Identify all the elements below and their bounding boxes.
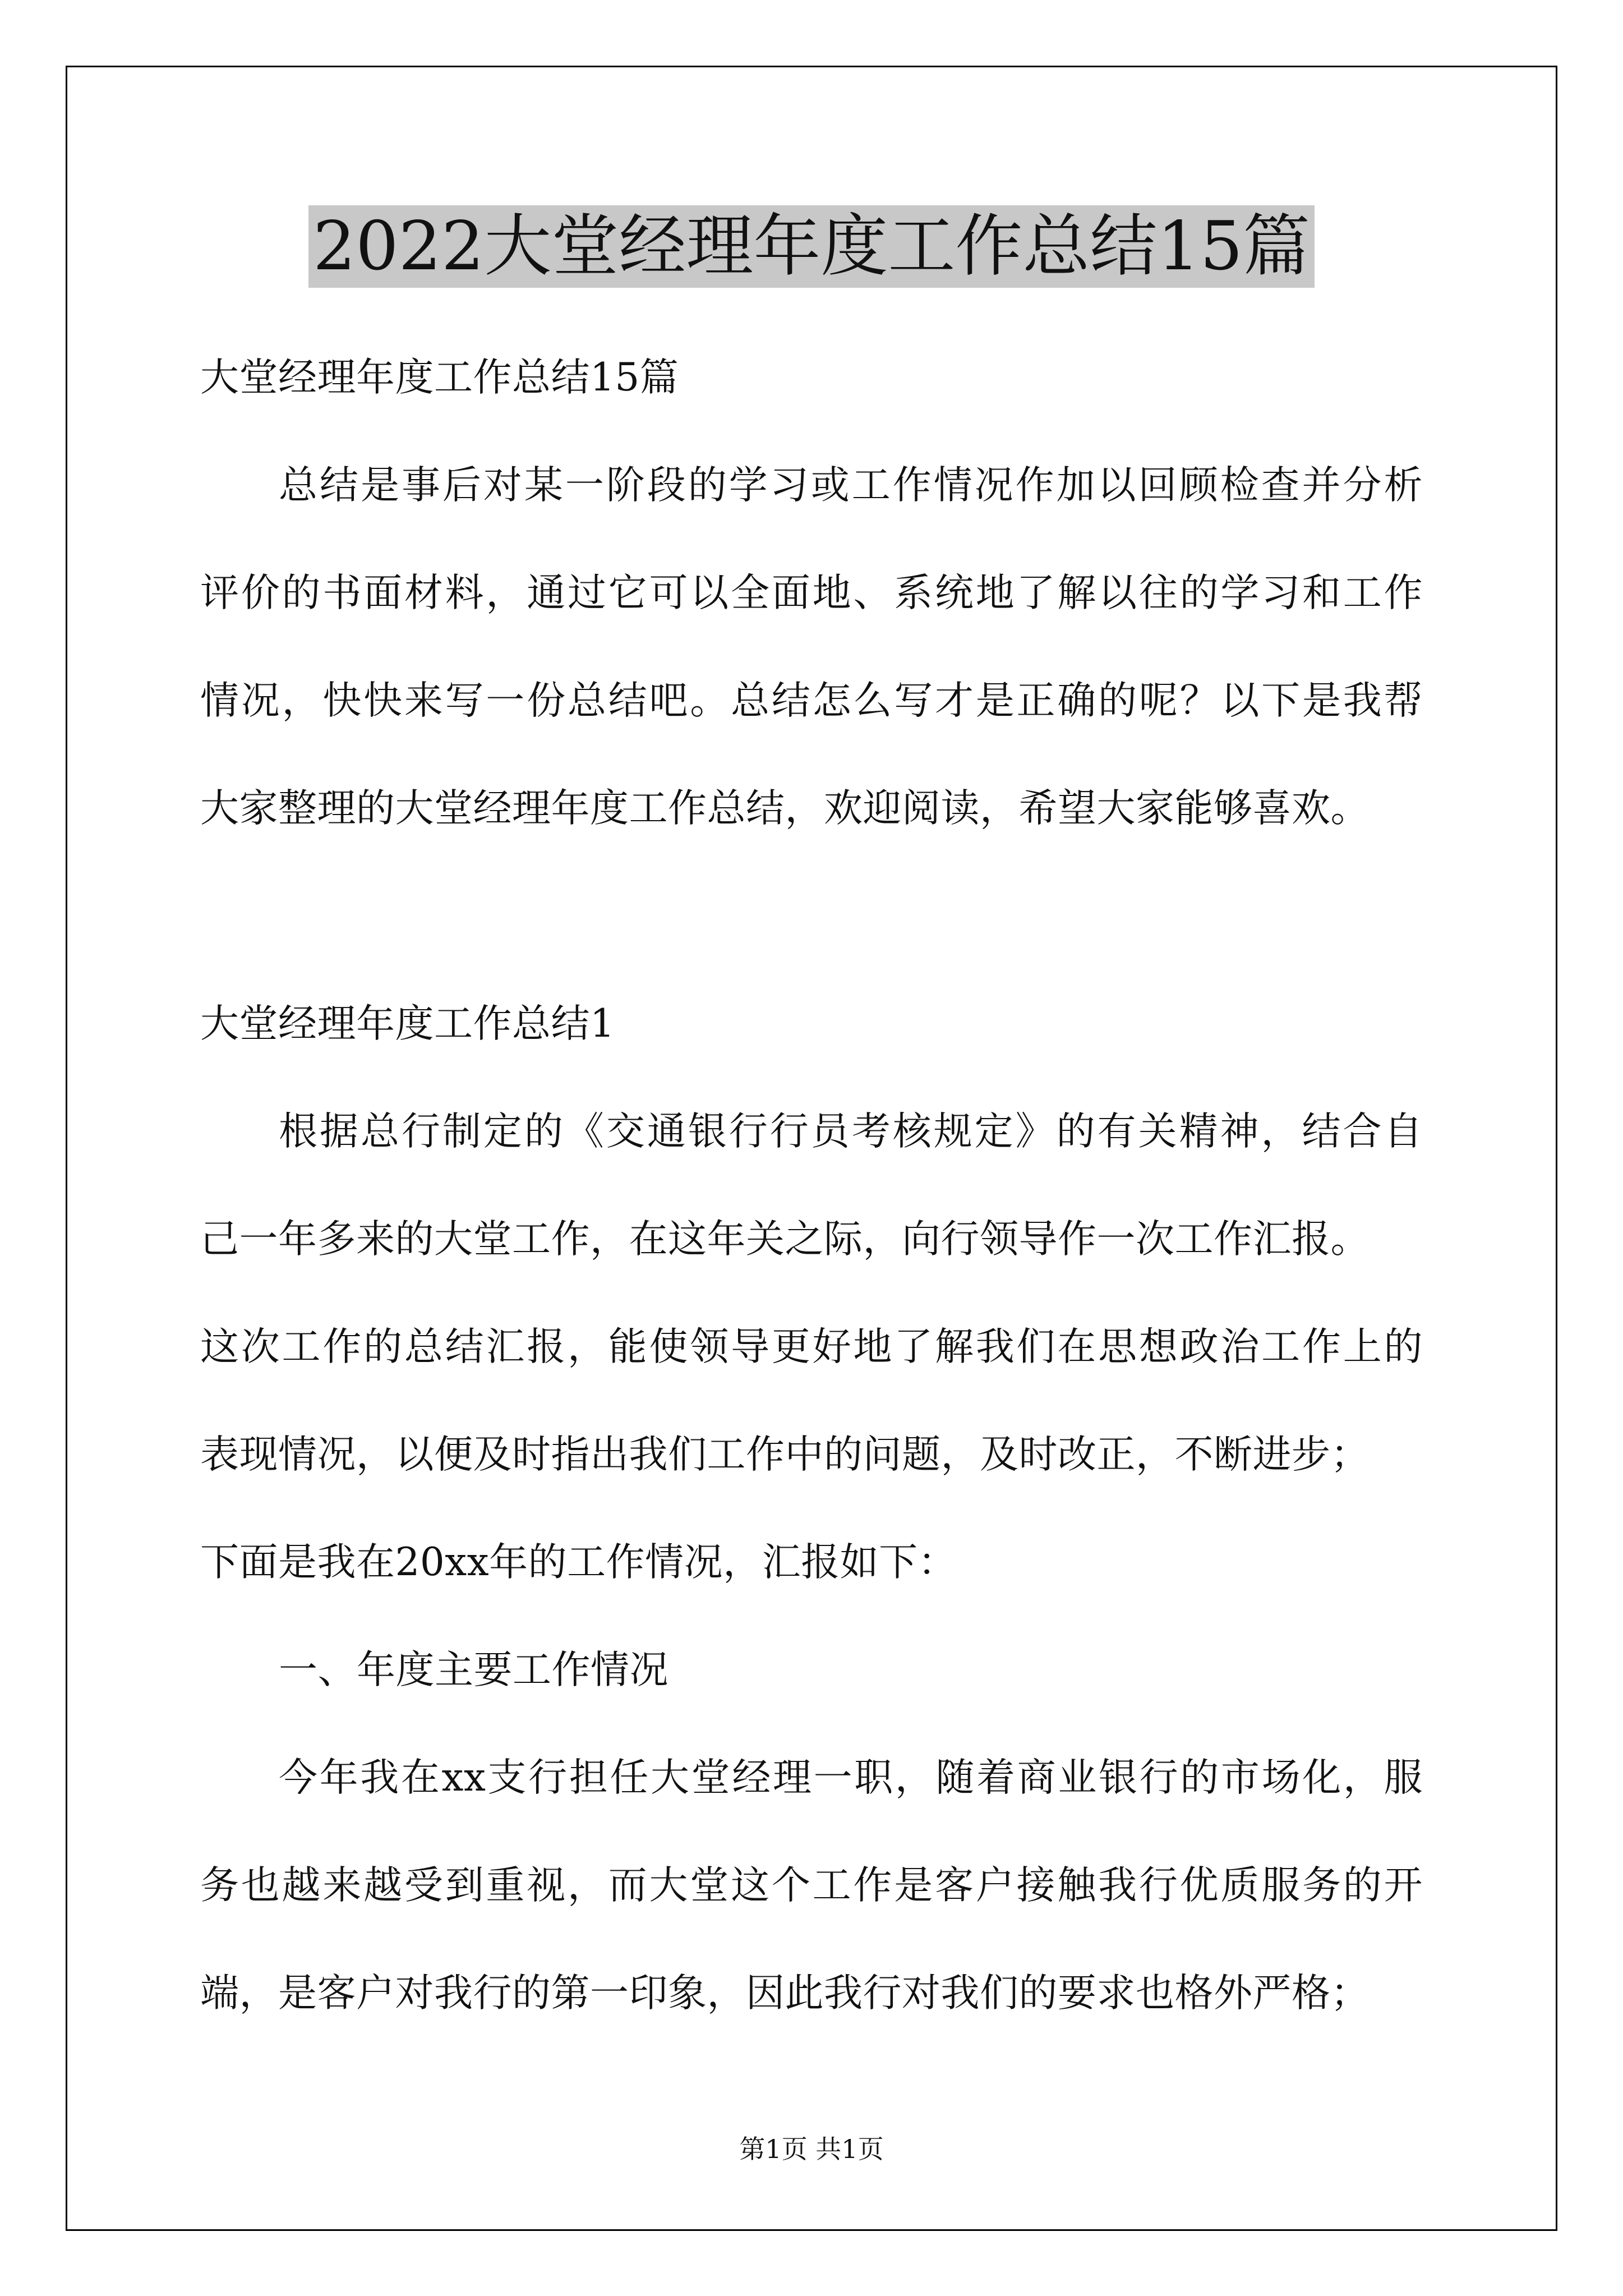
- page-footer: 第1页 共1页: [739, 2134, 884, 2164]
- paragraph-line: 端，是客户对我行的第一印象，因此我行对我们的要求也格外严格；: [200, 1971, 1370, 2016]
- paragraph-line: 这次工作的总结汇报，能使领导更好地了解我们在思想政治工作上的: [200, 1324, 1423, 1369]
- subsection-heading: 一、年度主要工作情况: [279, 1648, 668, 1692]
- subtitle-line: 大堂经理年度工作总结15篇: [200, 355, 679, 400]
- paragraph-line: 情况，快快来写一份总结吧。总结怎么写才是正确的呢？以下是我帮: [200, 678, 1423, 723]
- paragraph-line: 根据总行制定的《交通银行行员考核规定》的有关精神，结合自: [279, 1109, 1423, 1154]
- paragraph-line: 今年我在xx支行担任大堂经理一职，随着商业银行的市场化，服: [279, 1755, 1423, 1800]
- paragraph-line: 大家整理的大堂经理年度工作总结，欢迎阅读，希望大家能够喜欢。: [200, 786, 1370, 831]
- paragraph-line: 务也越来越受到重视，而大堂这个工作是客户接触我行优质服务的开: [200, 1863, 1423, 1908]
- document-title: 2022大堂经理年度工作总结15篇: [200, 208, 1423, 286]
- section-heading: 大堂经理年度工作总结1: [200, 1001, 615, 1046]
- paragraph-line: 己一年多来的大堂工作，在这年关之际，向行领导作一次工作汇报。: [200, 1217, 1370, 1262]
- paragraph-line: 表现情况，以便及时指出我们工作中的问题，及时改正，不断进步；: [200, 1432, 1370, 1477]
- paragraph-line: 总结是事后对某一阶段的学习或工作情况作加以回顾检查并分析: [279, 463, 1423, 508]
- paragraph-line: 评价的书面材料，通过它可以全面地、系统地了解以往的学习和工作: [200, 570, 1423, 615]
- paragraph-line: 下面是我在20xx年的工作情况，汇报如下：: [200, 1540, 957, 1585]
